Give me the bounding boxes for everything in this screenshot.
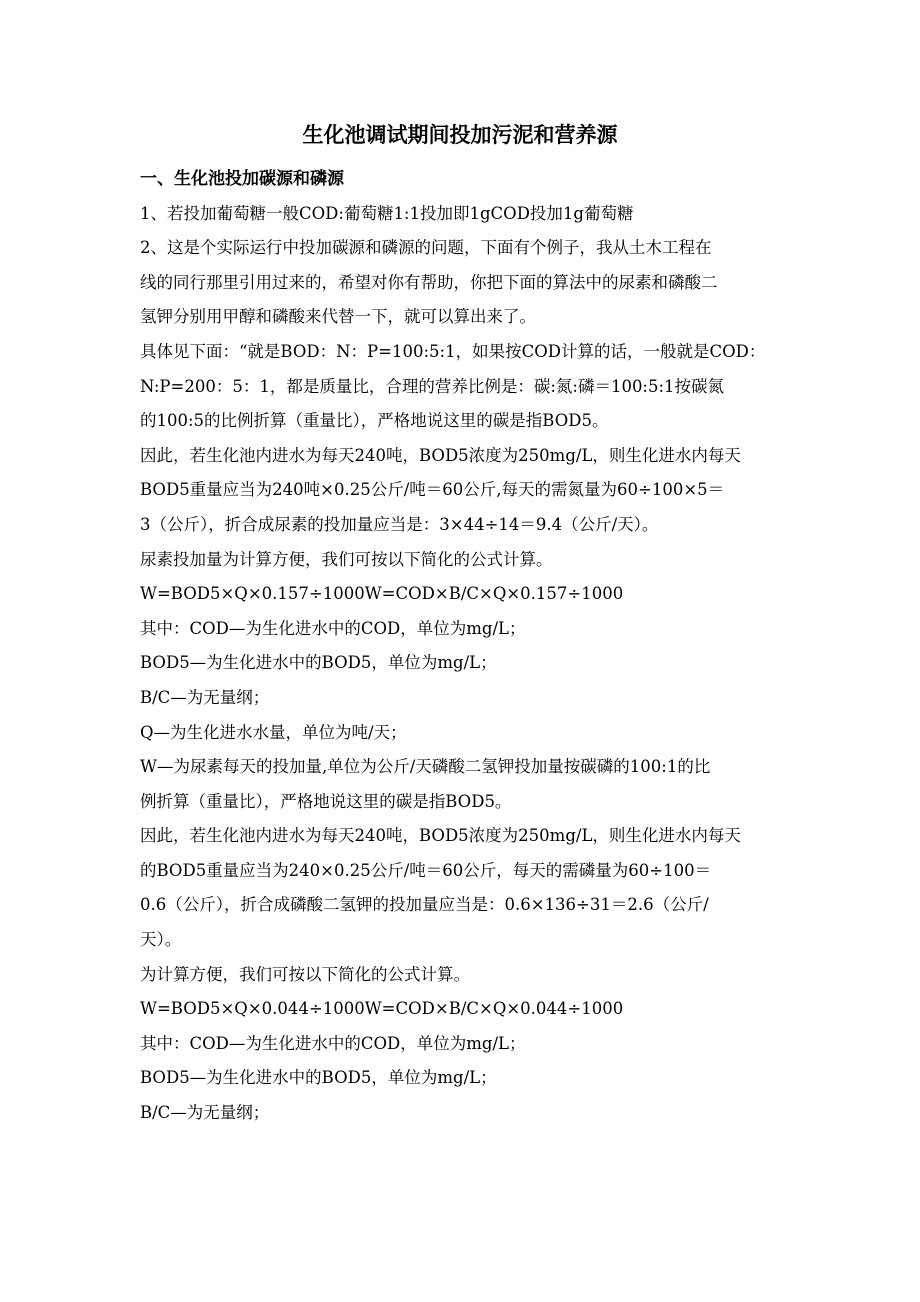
definition-line: B/C—为无量纲； [140, 687, 270, 707]
paragraph-line: BOD5重量应当为240吨×0.25公斤/吨＝60公斤,每天的需氮量为60÷100×5＝ [140, 480, 725, 500]
paragraph-line: 因此，若生化池内进水为每天240吨，BOD5浓度为250mg/L，则生化进水内每天 [140, 445, 741, 465]
paragraph-line: 具体见下面：“就是BOD：N：P=100:5:1，如果按COD计算的话，一般就是COD： [140, 341, 766, 361]
paragraph-line: 的100:5的比例折算（重量比），严格地说这里的碳是指BOD5。 [140, 411, 609, 431]
paragraph-line: 2、这是个实际运行中投加碳源和磷源的问题，下面有个例子，我从土木工程在 [140, 238, 712, 258]
paragraph-line: 氢钾分别用甲醇和磷酸来代替一下，就可以算出来了。 [140, 307, 536, 327]
definition-line: W—为尿素每天的投加量,单位为公斤/天磷酸二氢钾投加量按碳磷的100:1的比 [140, 757, 711, 777]
paragraph-line: 尿素投加量为计算方便，我们可按以下简化的公式计算。 [140, 549, 553, 569]
paragraph-line: 天）。 [140, 930, 182, 950]
paragraph-line: 的BOD5重量应当为240×0.25公斤/吨＝60公斤，每天的需磷量为60÷100＝ [140, 860, 712, 880]
paragraph-line: 为计算方便，我们可按以下简化的公式计算。 [140, 964, 470, 984]
formula-line: W=BOD5×Q×0.157÷1000W=COD×B/C×Q×0.157÷1000 [140, 584, 624, 604]
paragraph-line: 3（公斤），折合成尿素的投加量应当是：3×44÷14＝9.4（公斤/天）。 [140, 514, 659, 534]
paragraph-line: N:P=200：5：1，都是质量比，合理的营养比例是：碳:氮:磷＝100:5:1按碳氮 [140, 376, 725, 396]
definition-line: Q—为生化进水水量，单位为吨/天； [140, 722, 407, 742]
paragraph-line: 0.6（公斤），折合成磷酸二氢钾的投加量应当是：0.6×136÷31＝2.6（公斤/ [140, 895, 709, 915]
paragraph-line: 例折算（重量比），严格地说这里的碳是指BOD5。 [140, 791, 512, 811]
definition-line: BOD5—为生化进水中的BOD5，单位为mg/L； [140, 653, 497, 673]
section-heading: 一、生化池投加碳源和磷源 [140, 169, 344, 189]
definition-line: 其中：COD—为生化进水中的COD，单位为mg/L； [140, 618, 526, 638]
paragraph-line: 线的同行那里引用过来的，希望对你有帮助，你把下面的算法中的尿素和磷酸二 [140, 272, 718, 292]
document-title: 生化池调试期间投加污泥和营养源 [302, 123, 618, 147]
definition-line: BOD5—为生化进水中的BOD5，单位为mg/L； [140, 1068, 497, 1088]
paragraph-line: 因此，若生化池内进水为每天240吨，BOD5浓度为250mg/L，则生化进水内每天 [140, 826, 741, 846]
paragraph-line: 1、若投加葡萄糖一般COD:葡萄糖1:1投加即1gCOD投加1g葡萄糖 [140, 203, 634, 223]
document-body [140, 162, 790, 1131]
formula-line: W=BOD5×Q×0.044÷1000W=COD×B/C×Q×0.044÷1000 [140, 999, 624, 1019]
definition-line: 其中：COD—为生化进水中的COD，单位为mg/L； [140, 1033, 526, 1053]
definition-line: B/C—为无量纲； [140, 1103, 270, 1123]
